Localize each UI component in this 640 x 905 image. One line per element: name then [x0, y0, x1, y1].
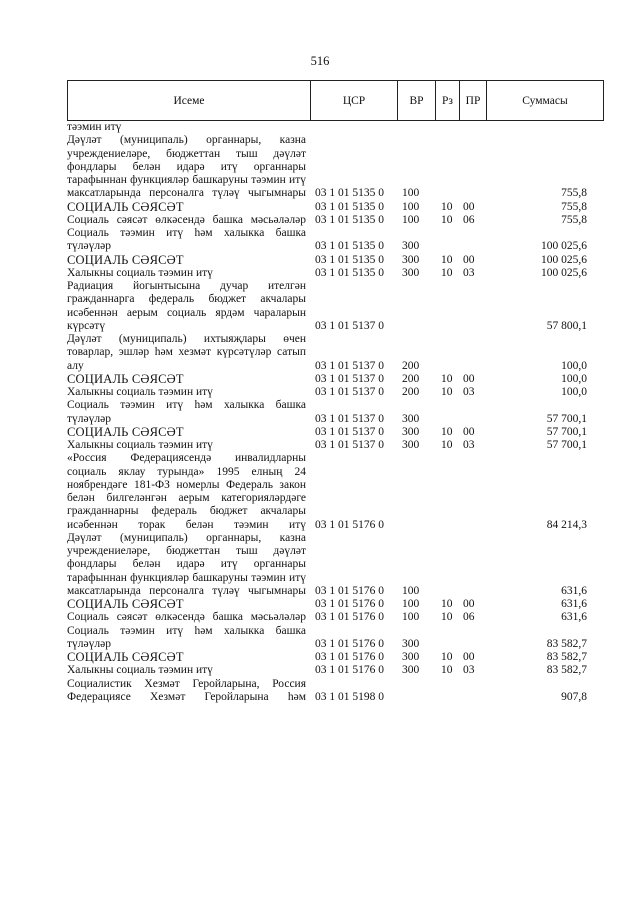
row-sum: 755,8 [561, 200, 587, 213]
row-name: СОЦИАЛЬ СӘЯСӘТ [67, 252, 184, 267]
row-vr: 300 [402, 651, 420, 663]
row-rz: 10 [441, 266, 453, 279]
row-vr: 300 [402, 439, 420, 451]
row-vr: 300 [402, 425, 420, 438]
row-name: тәэмин итү [67, 121, 122, 133]
row-vr: 300 [402, 240, 420, 253]
row-name: Социаль тәэмин итү һәм халыкка башка түләүләр [67, 227, 306, 253]
table-row [67, 651, 587, 664]
row-name: Дәүләт (муниципаль) органнары, казна учреждениеләре, бюджеттан тыш дәүләт фондлары белән идарә итү органнары тарафыннан функцияләр башкаруны тәэмин итү максатларында персоналга түләү чыгымнары [67, 134, 306, 200]
row-csr: 03 1 01 5135 0 [315, 253, 384, 266]
row-csr: 03 1 01 5176 0 [315, 651, 384, 663]
row-pr: 03 [463, 266, 475, 279]
table-row [67, 426, 587, 439]
row-pr: 03 [463, 664, 475, 677]
page-number: 516 [310, 54, 330, 68]
row-name: СОЦИАЛЬ СӘЯСӘТ [67, 424, 184, 439]
table-row [67, 121, 587, 134]
row-csr: 03 1 01 5176 0 [315, 598, 384, 610]
row-vr: 200 [402, 372, 420, 385]
row-csr: 03 1 01 5137 0 [315, 412, 384, 425]
row-vr: 200 [402, 359, 420, 372]
row-vr: 100 [402, 213, 420, 226]
row-vr: 300 [402, 664, 420, 677]
row-pr: 00 [463, 598, 475, 610]
row-name: Дәүләт (муниципаль) органнары, казна учреждениеләре, бюджеттан тыш дәүләт фондлары белән идарә итү органнары тарафыннан функцияләр башкаруны тәэмин итү максатларында персоналга түләү чыгымнары [67, 531, 306, 597]
row-rz: 10 [441, 425, 453, 438]
table-row [67, 214, 587, 227]
row-pr: 03 [463, 439, 475, 451]
row-vr: 300 [402, 412, 420, 425]
row-vr: 300 [402, 637, 420, 650]
table-row [67, 134, 587, 200]
row-pr: 03 [463, 386, 475, 398]
row-sum: 631,6 [561, 611, 587, 624]
row-sum: 631,6 [561, 598, 587, 610]
table-row [67, 333, 587, 373]
row-sum: 100,0 [561, 372, 587, 385]
row-rz: 10 [441, 200, 453, 213]
row-vr: 200 [402, 386, 420, 398]
row-name: Халыкны социаль тәэмин итү [67, 439, 213, 451]
row-csr: 03 1 01 5176 0 [315, 518, 384, 531]
row-csr: 03 1 01 5135 0 [315, 213, 384, 226]
row-rz: 10 [441, 253, 453, 266]
row-sum: 100 025,6 [541, 253, 587, 266]
row-csr: 03 1 01 5198 0 [315, 690, 384, 703]
header-vr: ВР [398, 81, 436, 120]
table-row [67, 598, 587, 611]
row-rz: 10 [441, 611, 453, 624]
table-row [67, 386, 587, 399]
row-sum: 83 582,7 [546, 637, 587, 650]
row-pr: 06 [463, 213, 475, 226]
row-vr: 100 [402, 200, 420, 213]
row-name: СОЦИАЛЬ СӘЯСӘТ [67, 371, 184, 386]
row-vr: 100 [402, 611, 420, 624]
row-csr: 03 1 01 5176 0 [315, 637, 384, 650]
row-sum: 83 582,7 [546, 664, 587, 677]
row-name: «Россия Федерациясендә инвалидларны социаль яклау турында» 1995 елның 24 ноябрендәге 181-ФЗ номерлы Федераль закон белән билгеләнгән аерым категорияләрдәге гражданнарны федераль бюджет акчалары исәбеннән торак белән тәэмин итү [67, 452, 306, 531]
row-sum: 83 582,7 [546, 651, 587, 663]
row-rz: 10 [441, 372, 453, 385]
table-row [67, 664, 587, 677]
row-rz: 10 [441, 439, 453, 451]
row-csr: 03 1 01 5137 0 [315, 439, 384, 451]
table-row [67, 227, 587, 254]
row-csr: 03 1 01 5135 0 [315, 266, 384, 279]
row-csr: 03 1 01 5137 0 [315, 386, 384, 398]
row-csr: 03 1 01 5137 0 [315, 319, 384, 332]
row-vr: 300 [402, 253, 420, 266]
row-rz: 10 [441, 386, 453, 398]
row-pr: 00 [463, 425, 475, 438]
row-name: Дәүләт (муниципаль) ихтыяҗлары өчен товарлар, эшләр һәм хезмәт күрсәтүләр сатып алу [67, 333, 306, 372]
row-vr: 100 [402, 598, 420, 610]
table-row [67, 267, 587, 280]
table-row [67, 532, 587, 598]
row-sum: 100 025,6 [541, 240, 587, 253]
row-csr: 03 1 01 5135 0 [315, 200, 384, 213]
row-name: СОЦИАЛЬ СӘЯСӘТ [67, 199, 184, 214]
header-csr: ЦСР [311, 81, 398, 120]
row-sum: 100 025,6 [541, 266, 587, 279]
row-name: Социалистик Хезмәт Геройларына, Россия Федерациясе Хезмәт Геройларына һәм [67, 677, 306, 703]
row-sum: 631,6 [561, 584, 587, 597]
row-name: Социаль сәясәт өлкәсендә башка мәсьәләләр [67, 213, 306, 226]
row-sum: 57 700,1 [546, 439, 587, 451]
row-csr: 03 1 01 5137 0 [315, 372, 384, 385]
row-sum: 907,8 [561, 690, 587, 703]
table-row [67, 201, 587, 214]
header-rz: Рз [436, 81, 460, 120]
row-sum: 57 700,1 [546, 425, 587, 438]
row-sum: 57 700,1 [546, 412, 587, 425]
row-csr: 03 1 01 5176 0 [315, 611, 384, 624]
table-row [67, 452, 587, 532]
row-pr: 00 [463, 200, 475, 213]
row-name: Халыкны социаль тәэмин итү [67, 266, 213, 279]
row-csr: 03 1 01 5176 0 [315, 664, 384, 677]
row-sum: 755,8 [561, 187, 587, 200]
table-row [67, 399, 587, 426]
row-pr: 00 [463, 651, 475, 663]
row-csr: 03 1 01 5135 0 [315, 240, 384, 253]
row-csr: 03 1 01 5137 0 [315, 425, 384, 438]
table-header [67, 80, 604, 121]
row-csr: 03 1 01 5135 0 [315, 187, 384, 200]
table-row [67, 280, 587, 333]
table-row [67, 373, 587, 386]
row-name: Социаль тәэмин итү һәм халыкка башка түләүләр [67, 624, 306, 650]
row-rz: 10 [441, 598, 453, 610]
row-vr: 100 [402, 187, 420, 200]
row-name: Халыкны социаль тәэмин итү [67, 664, 213, 677]
table-row [67, 678, 587, 705]
table-row [67, 439, 587, 452]
row-sum: 57 800,1 [546, 319, 587, 332]
row-sum: 84 214,3 [546, 518, 587, 531]
row-sum: 100,0 [561, 359, 587, 372]
header-sum: Суммасы [522, 94, 568, 107]
row-rz: 10 [441, 664, 453, 677]
row-pr: 06 [463, 611, 475, 624]
row-csr: 03 1 01 5176 0 [315, 584, 384, 597]
table-body [67, 121, 587, 704]
table-row [67, 254, 587, 267]
row-pr: 00 [463, 372, 475, 385]
header-name: Исеме [68, 81, 311, 120]
row-name: СОЦИАЛЬ СӘЯСӘТ [67, 597, 184, 611]
row-pr: 00 [463, 253, 475, 266]
row-sum: 100,0 [561, 386, 587, 398]
row-csr: 03 1 01 5137 0 [315, 359, 384, 372]
row-name: Социаль сәясәт өлкәсендә башка мәсьәләләр [67, 611, 306, 624]
table-row [67, 611, 587, 624]
row-rz: 10 [441, 213, 453, 226]
header-pr: ПР [460, 81, 487, 120]
row-name: СОЦИАЛЬ СӘЯСӘТ [67, 650, 184, 664]
row-vr: 100 [402, 584, 420, 597]
row-sum: 755,8 [561, 213, 587, 226]
row-rz: 10 [441, 651, 453, 663]
row-name: Халыкны социаль тәэмин итү [67, 386, 213, 398]
table-row [67, 625, 587, 652]
row-name: Социаль тәэмин итү һәм халыкка башка түләүләр [67, 399, 306, 425]
row-name: Радиация йогынтысына дучар ителгән гражданнарга федераль бюджет акчалары исәбеннән аерым социаль ярдәм чараларын күрсәтү [67, 280, 306, 332]
row-vr: 300 [402, 266, 420, 279]
